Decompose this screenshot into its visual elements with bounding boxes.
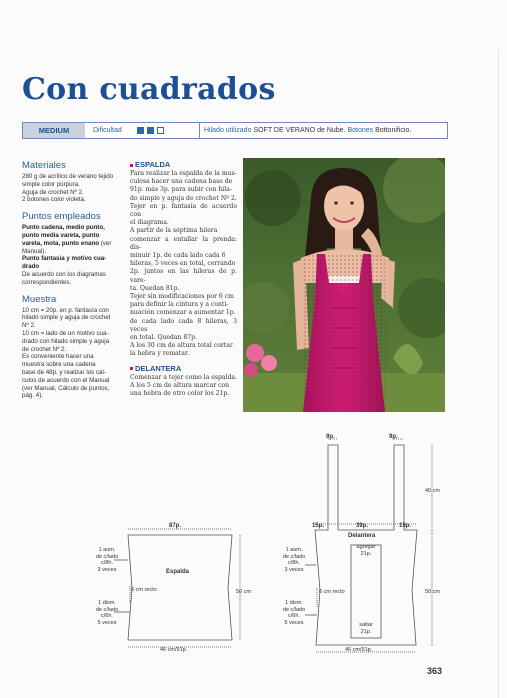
text-line: correspondientes.: [22, 278, 72, 286]
back-straight-label: 6 cm recto: [131, 587, 157, 593]
text-line: base de 48p. y realizar los cál-: [22, 368, 106, 376]
note-line: 5 veces: [97, 619, 117, 626]
back-heading-text: ESPALDA: [135, 160, 171, 169]
note-line: 1 dism.: [98, 600, 116, 606]
page-number: 363: [426, 666, 442, 676]
text-line: de cada lado cada 8 hileras, 3 veces: [130, 317, 237, 333]
text-line: Nº 2.: [22, 322, 36, 330]
note-line: c/6h.: [288, 613, 300, 619]
note-line: 3 veces: [284, 566, 304, 573]
gauge-text: [22, 307, 122, 401]
note-line: 21p.: [360, 550, 372, 557]
text-line: minuir 1p. de cada lado cada 6: [130, 252, 226, 260]
front-side-right: 15p.: [399, 523, 412, 529]
text-line: Para realizar la espalda de la mus-: [130, 170, 237, 177]
text-line: hileras, 5 veces en total, cerrando: [130, 260, 236, 268]
front-decrease-note: [279, 600, 309, 626]
model-photo: [243, 158, 445, 412]
front-skip-note: [351, 622, 381, 635]
back-bottom-width: 46 cm/91p.: [160, 647, 188, 653]
divider: [199, 123, 200, 138]
back-piece-name: Espalda: [166, 569, 190, 575]
model-photo-illustration: [243, 158, 445, 412]
note-line: de c/lado: [95, 606, 119, 613]
text-line: 91p. más 3p. para subir con hila-: [130, 186, 232, 194]
note-line: de c/lado: [282, 606, 306, 613]
note-line: agregar: [356, 544, 376, 550]
bullet-square-icon: [130, 367, 133, 370]
page-edge: [498, 50, 499, 698]
text-line: do simple y aguja de crochet Nº 2.: [130, 194, 237, 202]
back-top-width: 87p.: [169, 523, 182, 529]
text-line: (ver Manual, Cálculo de puntos,: [22, 384, 110, 392]
difficulty-label: Dificultad: [93, 127, 122, 134]
buttons-label: Botones: [347, 127, 374, 134]
yarn-label: Hilado utilizado: [204, 127, 252, 134]
text-line: nuación comenzar a aumentar 1p.: [130, 309, 236, 317]
level-badge: MEDIUM: [23, 123, 85, 138]
text-line: simple color púrpura.: [22, 180, 80, 188]
text-line: el diagrama.: [130, 219, 169, 227]
front-side-left: 15p.: [312, 523, 325, 529]
text-line: 10 cm = lado de un motivo cua-: [22, 329, 109, 337]
yarn-value: SOFT DE VERANO de Nube.: [253, 127, 346, 134]
note-line: de c/lado: [282, 553, 306, 560]
text-line: Aguja de crochet Nº 2.: [22, 188, 84, 196]
info-bar: [22, 122, 448, 139]
text-line: Manual).: [22, 247, 47, 255]
difficulty-square-filled-icon: [137, 127, 144, 134]
front-strap-right: 9p.: [389, 434, 398, 440]
back-increase-note: [92, 547, 122, 573]
text-line: drado con hilado simple y aguja: [22, 337, 110, 345]
difficulty-square-empty-icon: [157, 127, 164, 134]
yarn-info: [204, 123, 411, 138]
front-bottom-width: 46 cm/91p.: [345, 647, 373, 653]
text-line: ta. Quedan 81p.: [130, 284, 180, 292]
difficulty-square-filled-icon: [147, 127, 154, 134]
text-line: hilado simple y aguja de crochet: [22, 314, 111, 322]
text-line: Es conveniente hacer una: [22, 353, 94, 361]
text-line: drado: [22, 263, 40, 271]
text-line: A partir de la séptima hilera: [130, 227, 218, 235]
text-line: muestra sobre una cadena: [22, 361, 96, 369]
materials-text: [22, 173, 122, 204]
text-line: (ver: [100, 239, 112, 247]
text-line: pág. 4).: [22, 392, 43, 400]
note-line: 3 veces: [97, 566, 117, 573]
text-line: una hebra de otro color los 21p.: [130, 390, 230, 398]
front-heading: [130, 364, 237, 373]
front-straight-label: 6 cm recto: [319, 589, 345, 595]
back-height-label: 50 cm: [236, 589, 251, 595]
text-line: vareta, mota, punto enano: [22, 239, 100, 247]
note-line: 1 dism.: [285, 600, 303, 606]
middle-column: [130, 160, 237, 398]
text-line: para definir la cintura y a conti-: [130, 301, 229, 309]
front-strap-left: 9p.: [326, 434, 335, 440]
note-line: c/8h.: [288, 560, 300, 566]
left-column: [22, 160, 122, 400]
front-increase-note: [279, 547, 309, 573]
back-text: [130, 170, 237, 359]
text-line: en total. Quedan 87p.: [130, 334, 198, 342]
text-line: 2 botones color violeta.: [22, 196, 86, 204]
text-line: comenzar a entallar la prenda: dis-: [130, 235, 237, 251]
page-title: Con cuadrados: [22, 72, 276, 107]
text-line: culosa hacer una cadena base de: [130, 178, 233, 186]
gauge-heading: Muestra: [22, 293, 57, 305]
front-text: [130, 374, 237, 399]
materials-heading: Materiales: [22, 160, 66, 171]
text-line: la hebra y rematar.: [130, 350, 190, 358]
front-lower-height: 50 cm: [425, 589, 440, 595]
text-line: Tejer sin modificaciones por 6 cm: [130, 293, 234, 301]
note-line: c/6h.: [101, 613, 113, 619]
text-line: de crochet Nº 2.: [22, 345, 67, 353]
text-line: Punto cadena, medio punto,: [22, 224, 105, 232]
front-heading-text: DELANTERA: [135, 363, 182, 373]
note-line: 5 veces: [284, 619, 304, 626]
text-line: 10 cm = 20p. en p. fantasía con: [22, 306, 109, 314]
note-line: 1 aum.: [285, 547, 303, 553]
buttons-value: Bottonificio.: [375, 127, 412, 134]
front-add-note: [351, 544, 381, 557]
text-line: Punto fantasía y motivo cua-: [22, 255, 107, 263]
text-line: punto media vareta, punto: [22, 231, 100, 239]
note-line: 21p.: [360, 628, 372, 635]
text-line: Comenzar a tejer como la espalda.: [130, 373, 237, 381]
text-line: De acuerdo con los diagramas: [22, 270, 106, 278]
back-decrease-note: [92, 600, 122, 626]
back-heading: [130, 160, 237, 169]
text-line: A los 5 cm de altura marcar con: [130, 381, 230, 389]
text-line: A los 30 cm de altura total cortar: [130, 342, 233, 350]
bullet-square-icon: [130, 164, 133, 167]
note-line: 1 aum.: [98, 547, 116, 553]
front-upper-height: 40 cm: [425, 488, 440, 494]
text-line: Tejer en p. fantasía de acuerdo con: [130, 202, 237, 219]
stitches-text: [22, 224, 122, 286]
note-line: saltar: [359, 622, 373, 628]
stitches-heading: Puntos empleados: [22, 211, 101, 223]
text-line: culos de acuerdo con el Manual: [22, 376, 110, 384]
front-neck-width: 39p.: [356, 523, 369, 529]
front-piece-name: Delantera: [348, 533, 376, 539]
text-line: 280 g de acrílico de verano tejido: [22, 173, 114, 180]
note-line: c/8h.: [101, 560, 113, 566]
text-line: 2p. juntos en las hileras de p. vare-: [130, 268, 237, 284]
note-line: de c/lado: [95, 553, 119, 560]
